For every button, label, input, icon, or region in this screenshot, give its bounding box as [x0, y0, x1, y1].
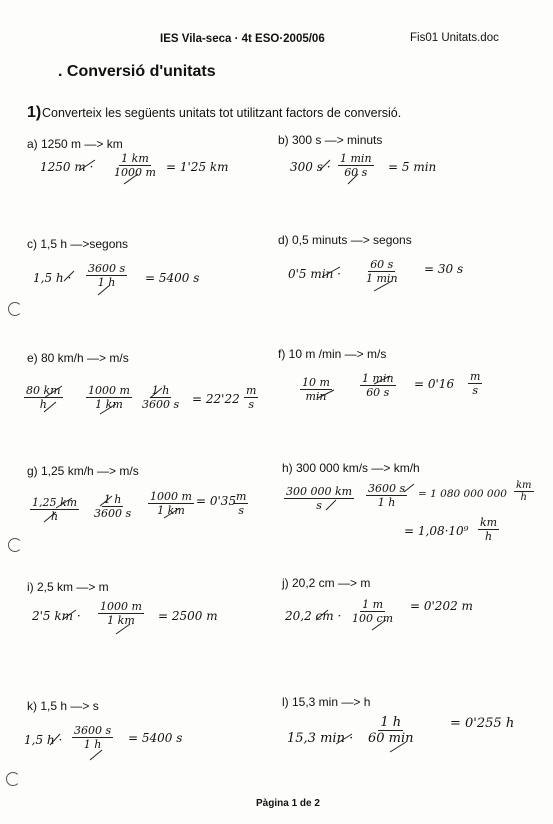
answer-b-lead: 300 s ·	[290, 160, 331, 174]
answer-h-result2-unit	[478, 516, 499, 543]
answer-g-result-unit	[234, 490, 248, 517]
answer-g-factor1	[92, 493, 133, 520]
cancel-stroke	[90, 750, 102, 760]
answer-e-result-unit	[244, 384, 258, 411]
answer-k-factor	[72, 724, 113, 751]
answer-h-result2: = 1,08·10⁹	[404, 524, 469, 538]
answer-e-lead	[24, 384, 63, 411]
answer-j-result: = 0'202 m	[410, 599, 473, 613]
answer-h-lead-den: s	[316, 499, 322, 512]
answer-i-den: 1 km	[107, 614, 135, 627]
answer-c-lead: 1,5 h ·	[33, 271, 72, 285]
answer-c-num: 3600 s	[88, 262, 126, 275]
answer-e-result: = 22'22	[192, 392, 240, 406]
answer-g-num2: 1000 m	[150, 490, 192, 503]
answer-j-lead: 20,2 cm ·	[285, 609, 342, 623]
answer-e-factor1	[86, 384, 132, 411]
header-filename: Fis01 Unitats.doc	[410, 32, 499, 44]
answer-c-result: = 5400 s	[145, 271, 200, 285]
answer-i-lead: 2'5 km ·	[32, 609, 81, 623]
answer-f-num: 1 min	[362, 372, 394, 385]
exercise-c-label: c) 1,5 h —>segons	[27, 237, 129, 251]
answer-d-num: 60 s	[370, 258, 394, 271]
answer-h-result2-num: km	[480, 516, 498, 529]
answer-g-num: 1 h	[103, 493, 122, 506]
answer-e-result-den: s	[248, 398, 255, 411]
exercise-k-label: k) 1,5 h —> s	[27, 699, 99, 713]
answer-e-lead-num: 80 km	[26, 384, 61, 397]
answer-h-den: 1 h	[377, 496, 396, 509]
answer-i-factor	[98, 600, 144, 627]
exercise-l-label: l) 15,3 min —> h	[282, 695, 371, 709]
answer-j-num: 1 m	[362, 598, 384, 611]
answer-h-result-unit	[514, 480, 534, 503]
answer-k-den: 1 h	[83, 738, 102, 751]
exercise-e-label: e) 80 km/h —> m/s	[27, 351, 129, 365]
answer-d-factor	[364, 258, 400, 285]
answer-b-result: = 5 min	[388, 160, 437, 174]
answer-k-result: = 5400 s	[128, 731, 183, 745]
answer-e-num: 1000 m	[88, 384, 130, 397]
exercise-d-label: d) 0,5 minuts —> segons	[278, 233, 412, 247]
answer-e-den2: 3600 s	[142, 398, 180, 411]
answer-l-result: = 0'255 h	[450, 716, 515, 731]
answer-h-result: = 1 080 000 000	[418, 488, 507, 500]
answer-f-result-unit	[468, 370, 482, 397]
answer-g-result-den: s	[238, 504, 245, 517]
answer-h-factor	[366, 482, 407, 509]
answer-j-factor	[350, 598, 395, 625]
exercise-i-label: i) 2,5 km —> m	[27, 580, 109, 594]
exercise-h-label: h) 300 000 km/s —> km/h	[282, 461, 420, 475]
answer-g-lead-den: h	[51, 510, 59, 523]
answer-h-lead	[284, 485, 354, 512]
answer-c-den: 1 h	[97, 276, 116, 289]
answer-e-factor2	[140, 384, 181, 411]
answer-d-result: = 30 s	[424, 262, 464, 276]
answer-e-num2: 1 h	[151, 384, 170, 397]
answer-h-num: 3600 s	[368, 482, 406, 495]
answer-f-result: = 0'16	[414, 377, 455, 391]
answer-c-factor	[86, 262, 127, 289]
answer-a-result: = 1'25 km	[166, 160, 229, 174]
answer-e-result-num: m	[246, 384, 257, 397]
answer-l-factor	[366, 715, 416, 746]
exercise-g-label: g) 1,25 km/h —> m/s	[27, 464, 139, 478]
answer-b-factor	[338, 152, 374, 179]
answer-a-lead: 1250 m ·	[40, 160, 94, 174]
answer-a-factor	[112, 152, 158, 179]
punch-hole-mark	[8, 538, 22, 552]
answer-h-result-num: km	[516, 480, 532, 491]
answer-j-den: 100 cm	[352, 612, 394, 625]
answer-g-factor2	[148, 490, 194, 517]
exercise-j-label: j) 20,2 cm —> m	[282, 576, 371, 590]
answer-l-lead: 15,3 min ·	[287, 731, 354, 746]
answer-g-result-num: m	[236, 490, 247, 503]
answer-g-den: 3600 s	[94, 507, 132, 520]
page-footer: Pàgina 1 de 2	[256, 798, 320, 809]
answer-h-result2-den: h	[485, 530, 493, 543]
answer-f-den: 60 s	[366, 386, 390, 399]
header-school: IES Vila-seca · 4t ESO·2005/06	[160, 33, 325, 45]
question-number: 1)	[27, 104, 42, 121]
answer-k-num: 3600 s	[74, 724, 112, 737]
answer-l-den: 60 min	[368, 731, 414, 746]
answer-f-lead	[300, 376, 332, 403]
answer-f-result-num: m	[470, 370, 481, 383]
answer-g-lead-num: 1,25 km	[32, 496, 78, 509]
answer-k-lead: 1,5 h ·	[24, 733, 63, 747]
answer-d-lead: 0'5 min ·	[288, 267, 341, 281]
question-text: Converteix les següents unitats tot utilitzant factors de conversió.	[42, 106, 402, 120]
answer-f-result-den: s	[472, 384, 479, 397]
answer-f-lead-den: min	[305, 390, 327, 403]
answer-f-lead-num: 10 m	[302, 376, 330, 389]
answer-b-num: 1 min	[340, 152, 372, 165]
answer-l-num: 1 h	[380, 715, 402, 730]
answer-e-den: 1 km	[95, 398, 123, 411]
answer-i-num: 1000 m	[100, 600, 142, 613]
page-title: . Conversió d'unitats	[58, 63, 216, 80]
punch-hole-mark	[6, 772, 20, 786]
answer-h-result-den: h	[520, 492, 527, 503]
punch-hole-mark	[8, 302, 22, 316]
answer-a-den: 1000 m	[114, 166, 156, 179]
answer-d-den: 1 min	[366, 272, 398, 285]
answer-e-lead-den: h	[39, 398, 47, 411]
exercise-f-label: f) 10 m /min —> m/s	[278, 347, 387, 361]
answer-a-num: 1 km	[121, 152, 149, 165]
answer-b-den: 60 s	[344, 166, 368, 179]
answer-f-factor	[360, 372, 396, 399]
answer-g-lead	[30, 496, 79, 523]
answer-g-result: = 0'35	[196, 494, 237, 508]
exercise-b-label: b) 300 s —> minuts	[278, 133, 383, 147]
exercise-a-label: a) 1250 m —> km	[27, 137, 123, 151]
answer-i-result: = 2500 m	[158, 609, 218, 623]
answer-h-lead-num: 300 000 km	[286, 485, 353, 498]
answer-g-den2: 1 km	[157, 504, 185, 517]
